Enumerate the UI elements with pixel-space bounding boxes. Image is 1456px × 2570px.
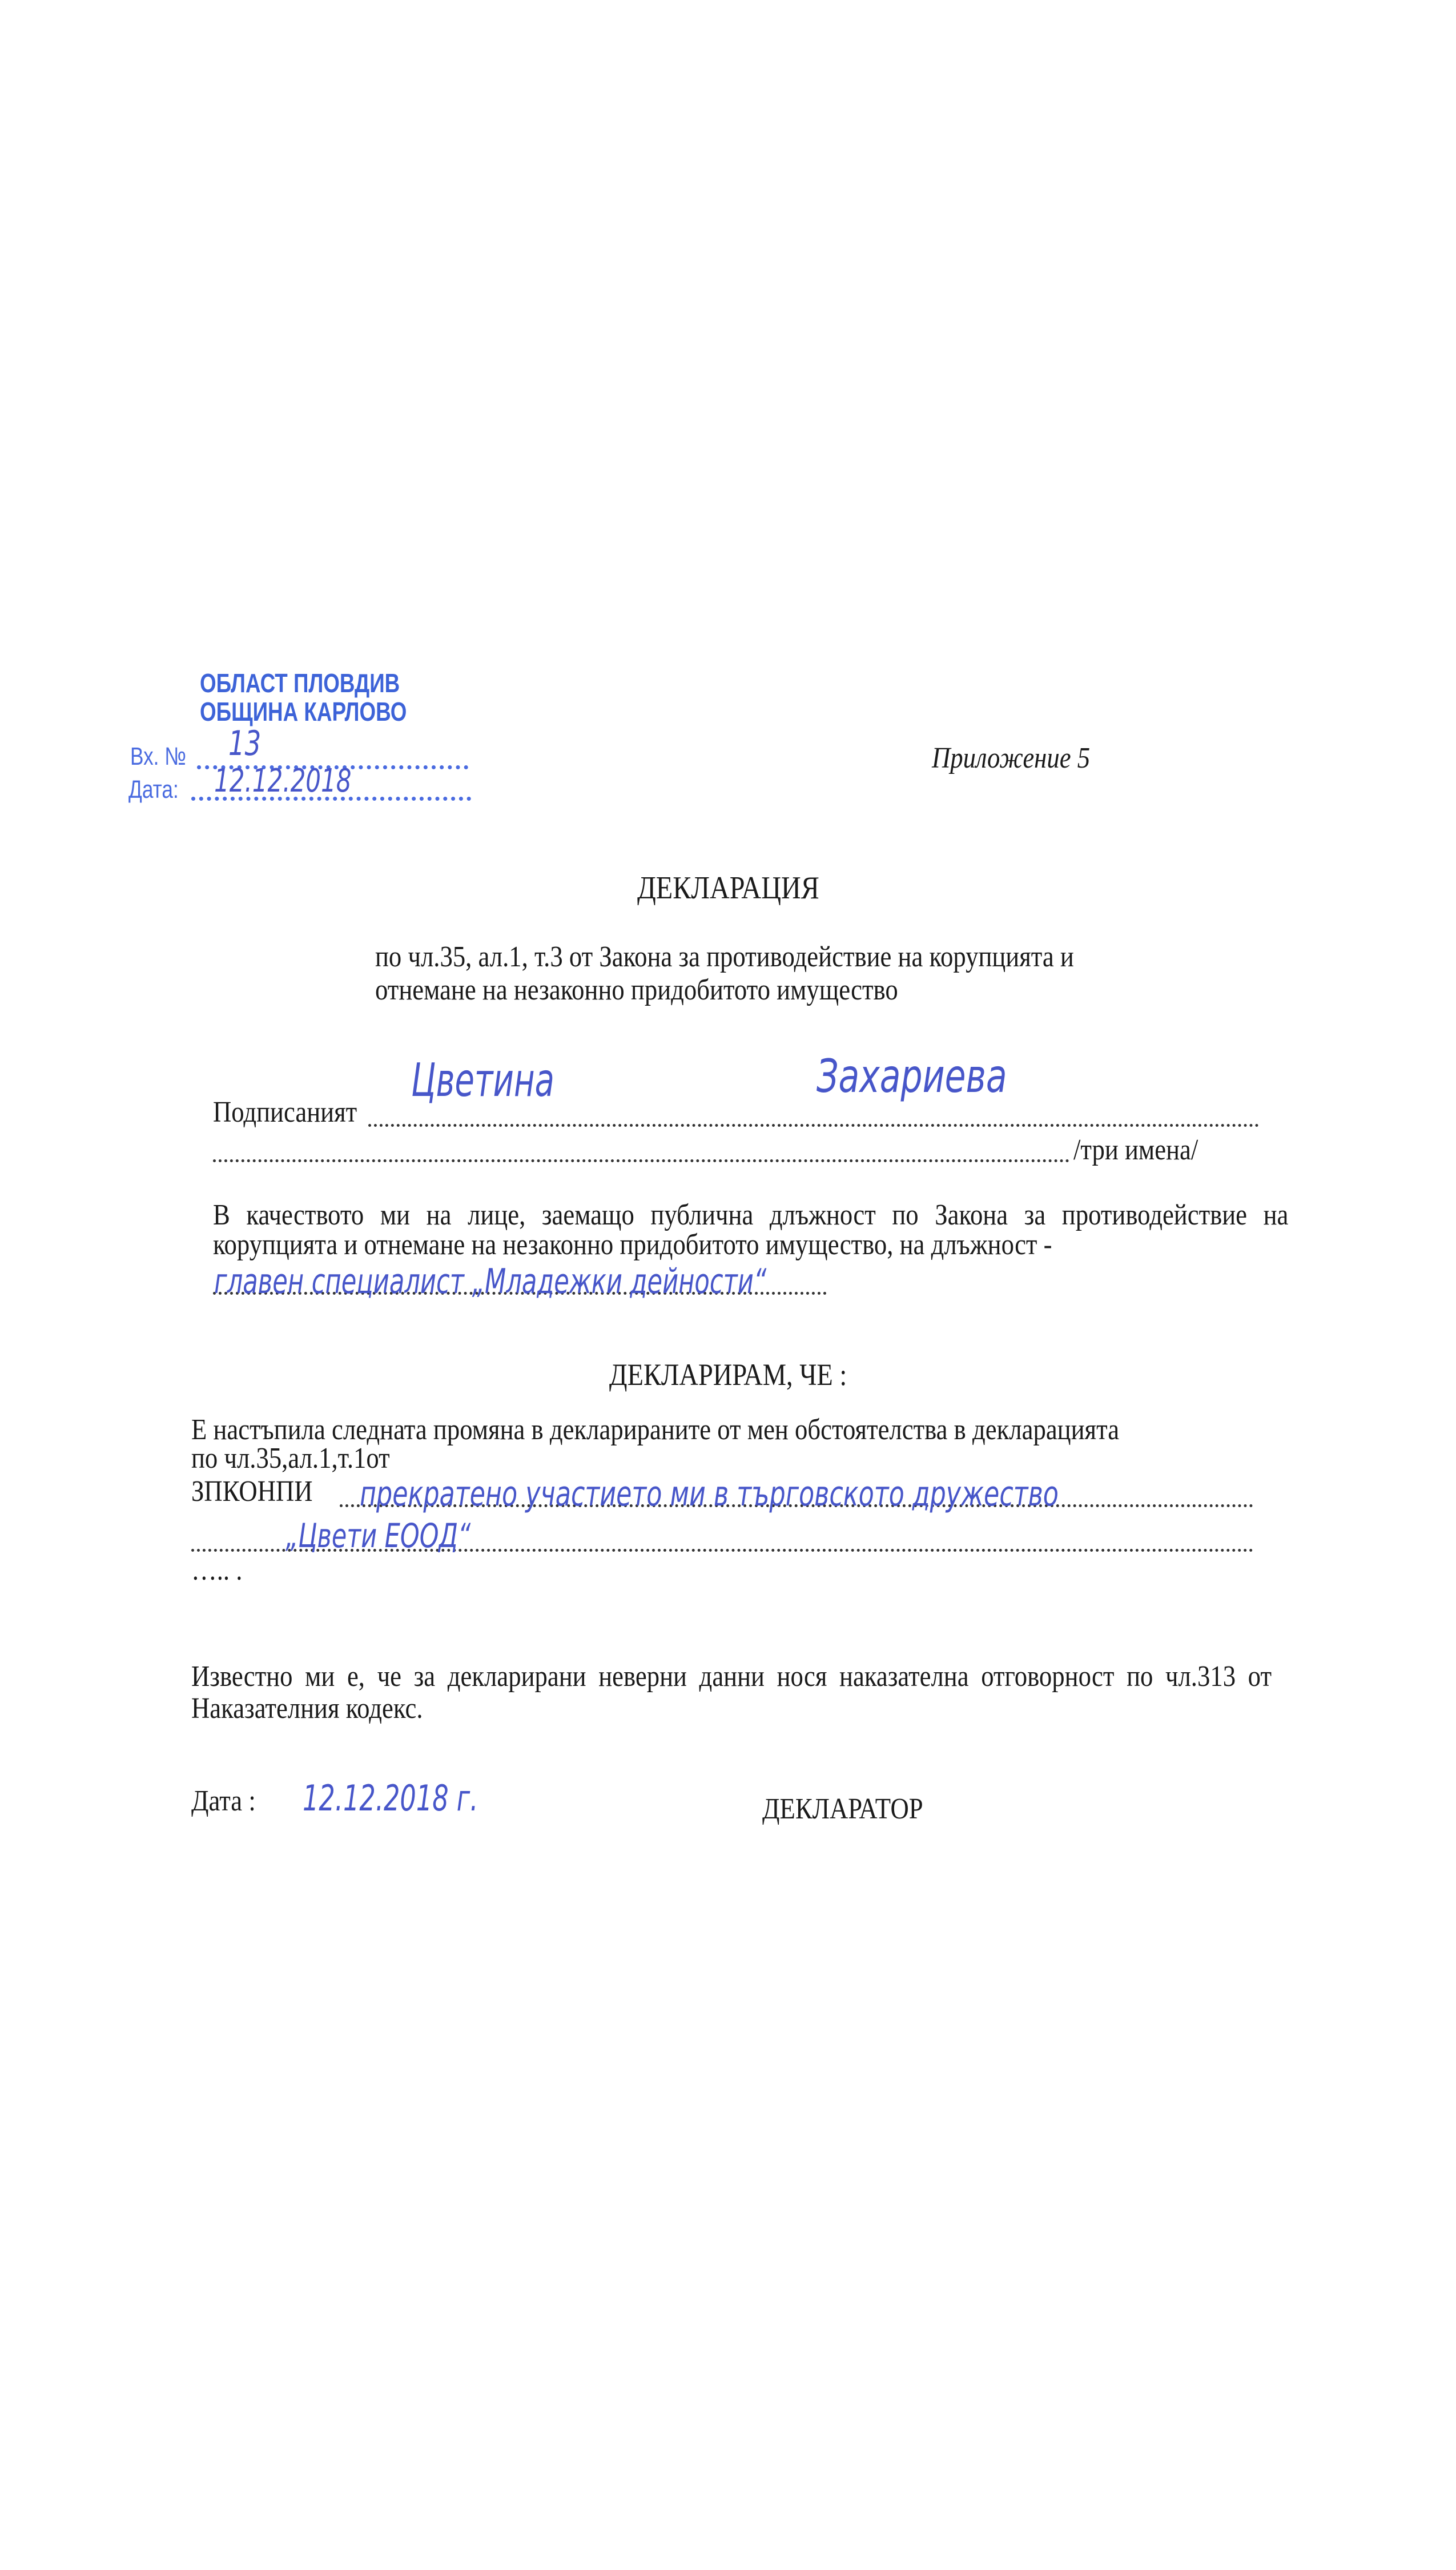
stamp-municipality: ОБЩИНА КАРЛОВО (200, 697, 407, 726)
position-paragraph: В качеството ми на лице, заемащо публична длъжност по Закона за противодействие на корупцията и отнемане на незаконно придобитото имущество, на длъжност - (213, 1199, 1289, 1261)
change-law-label: ЗПКОНПИ (191, 1475, 313, 1508)
stamp-number-value: 13 (228, 724, 262, 764)
signatory-suffix: /три имена/ (1073, 1134, 1198, 1166)
stamp-date-label: Дата: (128, 776, 179, 804)
change-handwritten-1: прекратено участието ми в търговското дружество (360, 1474, 1059, 1514)
stamp-region: ОБЛАСТ ПЛОВДИВ (200, 668, 400, 698)
page-title (0, 871, 1456, 905)
date-label: Дата : (191, 1785, 256, 1817)
page-title-text: ДЕКЛАРАЦИЯ (637, 870, 819, 906)
change-tail: ….. . (191, 1554, 243, 1587)
change-handwritten-2: „Цвети ЕООД“ (285, 1516, 471, 1555)
declare-heading-text: ДЕКЛАРИРАМ, ЧЕ : (609, 1358, 847, 1392)
signatory-last-name: Захариева (817, 1050, 1007, 1103)
subtitle-line-1: по чл.35, ал.1, т.3 от Закона за противодействие на корупцията и (375, 941, 1074, 973)
signatory-first-name: Цветина (411, 1054, 554, 1107)
position-handwritten: главен специалист „Младежки дейности“ (214, 1262, 767, 1302)
change-line-1: Е настъпила следната промяна в декларираните от мен обстоятелства в декларацията (191, 1414, 1120, 1446)
stamp-number-label: Вх. № (130, 742, 187, 770)
date-handwritten: 12.12.2018 г. (303, 1777, 478, 1819)
declare-heading (0, 1358, 1456, 1391)
subtitle-line-2: отнемане на незаконно придобитото имущество (375, 974, 898, 1006)
signatory-field-line-2 (213, 1159, 1069, 1162)
signatory-label: Подписаният (213, 1096, 357, 1129)
annex-label: Приложение 5 (932, 742, 1091, 774)
declarant-label: ДЕКЛАРАТОР (762, 1793, 923, 1825)
signatory-field-line-1 (368, 1124, 1259, 1127)
liability-statement: Известно ми е, че за декларирани неверни данни нося наказателна отговорност по чл.313 от Наказателния кодекс. (191, 1660, 1272, 1725)
stamp-date-value: 12.12.2018 (214, 762, 352, 800)
change-line-2: по чл.35,ал.1,т.1от (191, 1442, 390, 1475)
